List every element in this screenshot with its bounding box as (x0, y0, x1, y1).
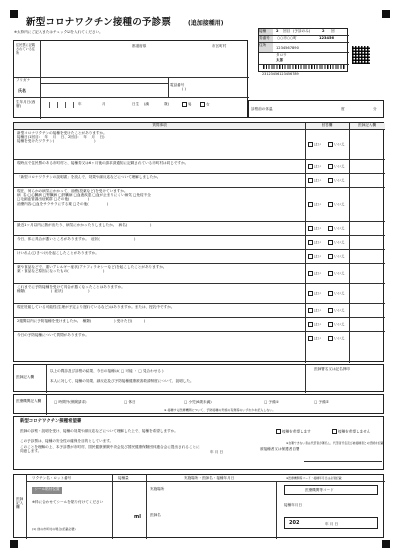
corner-mark (382, 10, 390, 18)
city-name: ○○市○○町 (277, 36, 297, 40)
insurer-barcode (263, 65, 345, 69)
answer-no-checkbox[interactable]: いいえ (328, 178, 345, 183)
question-text: 現在妊娠している可能性(生理が予定より遅れているなど)はありますか。または、授乳中ですか。 (17, 305, 175, 309)
question-text: 今日、体に具合が悪いところがありますか。 症状( ) (17, 237, 136, 241)
consent-yes-checkbox[interactable]: 接種を希望します (276, 429, 311, 434)
answer-no-checkbox[interactable]: いいえ (328, 226, 345, 231)
sticker-position-label: シール貼付位置 (32, 487, 62, 494)
temperature-label: 診察前の体温 (251, 107, 273, 111)
question-text: 薬や食品などで、重いアレルギー症状(アナフィラキシーなど)を起こしたことがありますか。 薬・食品など原因になったもの( ) (17, 265, 167, 274)
consent-section (13, 416, 384, 470)
instruction-text: ※太枠内にご記入またはチェック☑を入れてください。 (14, 30, 103, 34)
furigana-label: フリガナ (16, 78, 31, 82)
temperature-minute-unit: 分 (373, 107, 377, 111)
personal-info-box (13, 40, 248, 118)
answer-no-checkbox[interactable]: いいえ (328, 142, 345, 147)
birth-day-unit: 日生 (132, 102, 140, 106)
vaccine-col-name: ワクチン名・ロット番号 (32, 476, 72, 480)
temperature-box (248, 100, 384, 118)
col-question-header: 質問事項 (14, 123, 305, 129)
answer-yes-checkbox[interactable]: はい (308, 322, 321, 327)
answer-yes-checkbox[interactable]: はい (308, 240, 321, 245)
address-label: 住所 (259, 43, 273, 52)
temperature-degree-unit: 度 (341, 107, 345, 111)
birth-year-field[interactable] (42, 102, 74, 109)
answer-yes-checkbox[interactable]: はい (308, 254, 321, 259)
institution-code-field[interactable] (284, 485, 378, 495)
question-table (13, 122, 384, 362)
answer-yes-checkbox[interactable]: はい (308, 164, 321, 169)
question-text: 「新型コロナワクチンの説明書」を読んで、効果や副反応などについて理解しましたか。 (17, 175, 161, 179)
doctor-explanation-line: 本人に対して、接種の効果、副反応及び予防接種健康被害救済制度について、説明した。 (50, 379, 194, 383)
phone-label: 電話番号 (170, 83, 185, 87)
timing-option-0[interactable]: □ 時間外(保険請求) (54, 400, 87, 404)
session-preview-label: (予診のみ) (293, 29, 311, 33)
doctor-name-label: 医師名 (150, 513, 161, 517)
answer-no-checkbox[interactable]: いいえ (328, 291, 345, 296)
answer-yes-checkbox[interactable]: はい (308, 291, 321, 296)
city-label: 市区町村 (212, 44, 227, 48)
consent-note: ※自署できない者は代筆者が署名し、代筆者氏名及び被接種者との続柄を記載 (286, 441, 384, 445)
answer-yes-checkbox[interactable]: はい (308, 202, 321, 207)
insurer-number: 23123456123456789 (262, 72, 299, 76)
question-text: 今日の予防接種について質問がありますか。 (17, 333, 89, 337)
timing-option-1[interactable]: □ 休日 (124, 400, 136, 404)
consent-question: 医師の診察・説明を受け、接種の効果や副反応などについて理解した上で、接種を希望しますか。 (20, 429, 178, 433)
page-title: 新型コロナワクチン接種の予診票 (26, 17, 172, 28)
name-katakana: タロウ (276, 53, 287, 57)
doctor-section (13, 364, 384, 392)
timing-label: 医療機関記入欄 (16, 399, 42, 403)
consent-purpose: この予診票は、接種の安全性の確保を目的としています。 (20, 439, 114, 443)
doctor-section-label: 医師記入欄 (16, 375, 34, 379)
doctor-judgement-line: 以上の問診及び診察の結果、今日の接種は( □ 可能 ・ □ 見合わせる ) (50, 369, 164, 373)
birthdate-label: 生年月日(西暦) (16, 100, 36, 109)
page-subtitle: (追加接種用) (188, 20, 224, 27)
consent-title: 新型コロナワクチン接種希望書 (20, 419, 82, 424)
vaccination-date-field[interactable] (284, 517, 378, 529)
question-text: 現時点で住民票のある市町村と、接種券又は6ヶ月後の請求済通知に記載されている市町村は同じですか。 (17, 161, 189, 165)
answer-no-checkbox[interactable]: いいえ (328, 254, 345, 259)
session-unit: 回目 (283, 29, 291, 33)
age-open: (満 (144, 102, 149, 106)
vaccine-col-place: 実施場所・医師名・接種年月日 (184, 476, 235, 480)
vaccine-col-dose: 接種量 (118, 476, 129, 480)
birth-month-unit: 月 (102, 102, 106, 106)
question-text: けいれん(ひきつけ)を起こしたことがありますか。 (17, 251, 99, 255)
place-label: 実施場所 (150, 487, 165, 491)
session-count-unit: 回 (331, 29, 335, 33)
col-doctor-header: 医師記入欄 (349, 123, 385, 129)
consent-signer-label: 被接種者又は保護者自署 (260, 447, 300, 451)
prefecture-label: 都道府県 (132, 44, 147, 48)
barcode-number: 1234567890 (276, 46, 299, 50)
date-tail: 年 月 日 (325, 522, 339, 526)
doctor-sign-label: 医師署名又は記名押印 (314, 367, 350, 371)
vaccination-date-label: 接種年月日 (284, 503, 302, 507)
corner-mark (10, 540, 18, 548)
timing-option-4[interactable]: □ 予備① (264, 400, 279, 404)
vaccine-section-label: 医師記入欄 (16, 497, 24, 510)
sticker-note: (1) 他の市町村の場合(記載必要) (32, 527, 76, 531)
session-label: 接種 (259, 29, 273, 35)
answer-no-checkbox[interactable]: いいえ (328, 336, 345, 341)
answer-no-checkbox[interactable]: いいえ (328, 308, 345, 313)
consent-no-checkbox[interactable]: 接種を希望しません (332, 429, 370, 434)
residence-label: 住民票に記載されている住所 (16, 43, 36, 56)
question-text: 現在、何らかの病気にかかって、治療(投薬など)を受けていますか。 病 名:□心臓病 □腎臓病 □肝臓病 □血液疾患 □血が止まりにくい病気 □免疫不全 □毛細血管漏出症候群 □その他( ) 治療内容:□血をサラサラにする薬 □その他( ) (17, 189, 151, 206)
vaccine-col-note: ※医療機関等コード・接種年月日は必須記載 (286, 476, 342, 480)
timing-section (13, 394, 384, 414)
timing-option-3[interactable]: □ 小児(6歳未満) (184, 400, 212, 404)
answer-yes-checkbox[interactable]: はい (308, 336, 321, 341)
session-count: 2 (322, 29, 325, 33)
answer-yes-checkbox[interactable]: はい (308, 142, 321, 147)
coupon-info-box (258, 28, 348, 72)
coupon-label: 券番号 (259, 36, 273, 42)
answer-yes-checkbox[interactable]: はい (308, 178, 321, 183)
institution-code-label: 医療機関等コード (305, 488, 334, 492)
timing-note: ※ 接種する医療機関について、予防接種の実施の有無等のいずれかを記入しない。 (164, 408, 276, 412)
answer-no-checkbox[interactable]: いいえ (328, 240, 345, 245)
answer-yes-checkbox[interactable]: はい (308, 271, 321, 276)
question-text: 2週間以内に予防接種を受けましたか。 種類( ) 受けた日( ) (17, 319, 146, 323)
dose-unit: ml (134, 514, 141, 520)
birth-year-unit: 年 (78, 102, 82, 106)
answer-no-checkbox[interactable]: いいえ (328, 322, 345, 327)
coupon-number: 123456 (319, 36, 335, 40)
name-kanji: 太郎 (276, 58, 284, 62)
year-prefix: 202 (289, 520, 300, 526)
answer-yes-checkbox[interactable]: はい (308, 226, 321, 231)
qr-code-icon (352, 46, 370, 64)
sticker-instruction: ※枠に合わせてシールを貼り付けてください (32, 500, 104, 504)
answer-yes-checkbox[interactable]: はい (308, 308, 321, 313)
vaccine-record-section (13, 474, 384, 538)
answer-no-checkbox[interactable]: いいえ (328, 202, 345, 207)
consent-date[interactable]: 年 月 日 (210, 450, 224, 454)
timing-option-5[interactable]: □ 予備② (314, 400, 329, 404)
consent-agreement: このことを理解の上、本予診票が市町村、国民健康保険中央会及び国民健康保険団体連合会に提出されることに同意します。 (20, 445, 200, 454)
sex-male-checkbox[interactable]: 男 (182, 102, 192, 107)
phone-field[interactable]: ( ) (182, 87, 186, 91)
question-text: 新型コロナワクチンの接種を受けたことがありますか。 接種日(1回目: 年 月 日、2回目: 年 月 日) 接種を受けたワクチン( ) (17, 131, 107, 144)
session-number[interactable]: 2 (276, 29, 279, 33)
col-answer-header: 回答欄 (305, 123, 349, 129)
age-close: 歳) (164, 102, 169, 106)
question-text: 最近1ヶ月以内に熱が出たり、病気にかかったりしましたか。 病名( ) (17, 223, 152, 227)
sex-female-checkbox[interactable]: 女 (200, 102, 210, 107)
answer-no-checkbox[interactable]: いいえ (328, 271, 345, 276)
question-text: これまでに予防接種を受けて具合が悪くなったことはありますか。 種類( ) 症状( ) (17, 285, 125, 294)
corner-mark (382, 540, 390, 548)
corner-mark (10, 10, 18, 18)
name-label: 氏名 (18, 88, 26, 93)
answer-no-checkbox[interactable]: いいえ (328, 164, 345, 169)
